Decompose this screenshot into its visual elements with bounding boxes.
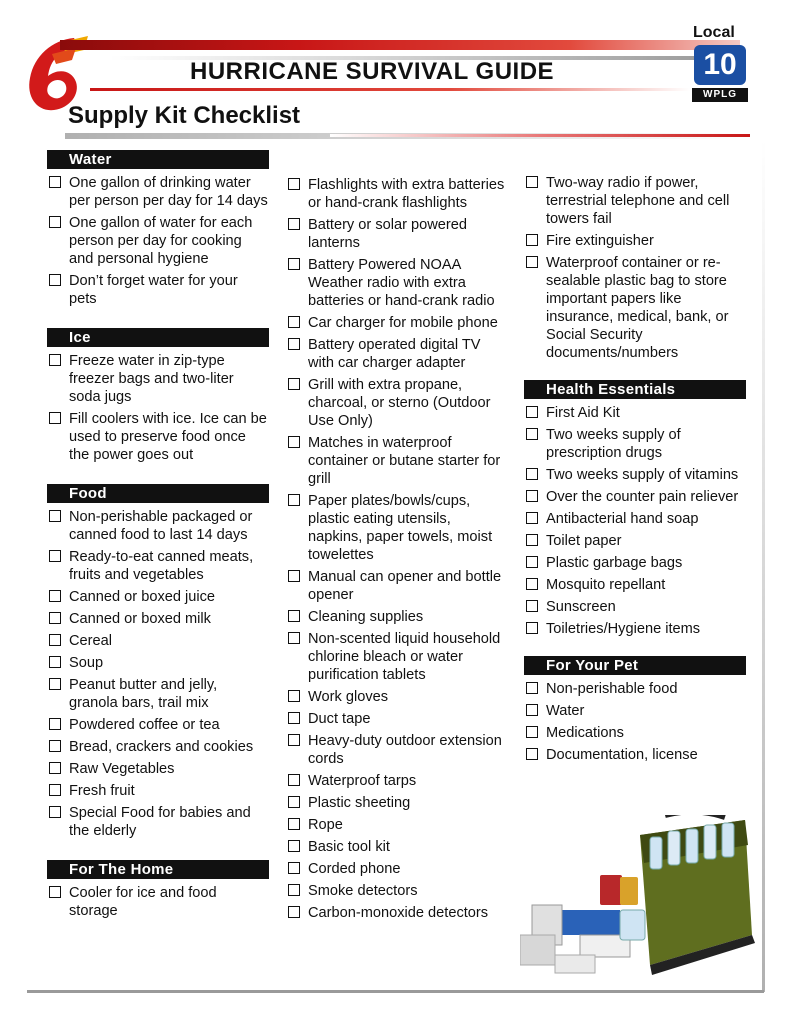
checkbox-icon[interactable]: [288, 338, 300, 350]
item-label: Sunscreen: [546, 599, 616, 615]
checklist-item[interactable]: [286, 608, 508, 626]
checkbox-icon[interactable]: [288, 818, 300, 830]
checkbox-icon[interactable]: [526, 428, 538, 440]
checkbox-icon[interactable]: [288, 906, 300, 918]
item-label: Powdered coffee or tea: [69, 717, 220, 733]
item-label: Toiletries/Hygiene items: [546, 621, 701, 637]
checklist-item[interactable]: [524, 680, 746, 698]
checklist-item[interactable]: [47, 676, 269, 712]
section-health: [524, 380, 746, 638]
checkbox-icon[interactable]: [49, 634, 61, 646]
checklist-item[interactable]: [47, 548, 269, 584]
item-label: Two-way radio if power, terrestrial telephone and cell towers fail: [546, 175, 730, 227]
checkbox-icon[interactable]: [288, 632, 300, 644]
item-label: Soup: [69, 655, 104, 671]
checklist-item[interactable]: [524, 488, 746, 506]
item-label: Fill coolers with ice. Ice can be used to preserve food once the power goes out: [69, 411, 267, 463]
item-label: Rope: [308, 817, 343, 833]
section-ice: [47, 328, 269, 464]
checklist-item[interactable]: [286, 838, 508, 856]
checkbox-icon[interactable]: [526, 234, 538, 246]
checkbox-icon[interactable]: [526, 726, 538, 738]
checkbox-icon[interactable]: [49, 678, 61, 690]
checkbox-icon[interactable]: [288, 570, 300, 582]
section-heading: Water: [47, 150, 269, 169]
checkbox-icon[interactable]: [288, 378, 300, 390]
checklist-item[interactable]: [286, 904, 508, 922]
checkbox-icon[interactable]: [49, 176, 61, 188]
checklist-item[interactable]: [47, 884, 269, 920]
checkbox-icon[interactable]: [288, 840, 300, 852]
item-label: Antibacterial hand soap: [546, 511, 699, 527]
checkbox-icon[interactable]: [526, 600, 538, 612]
checklist-item[interactable]: [47, 632, 269, 650]
checkbox-icon[interactable]: [288, 178, 300, 190]
checkbox-icon[interactable]: [288, 796, 300, 808]
checkbox-icon[interactable]: [288, 712, 300, 724]
item-label: Ready-to-eat canned meats, fruits and vegetables: [69, 549, 254, 583]
checklist-item[interactable]: [286, 710, 508, 728]
checklist-item[interactable]: [286, 216, 508, 252]
item-label: Flashlights with extra batteries or hand-crank flashlights: [308, 177, 505, 211]
item-label: One gallon of water for each person per day for cooking and personal hygiene: [69, 215, 253, 267]
checklist-item[interactable]: [47, 610, 269, 628]
section-food: [47, 484, 269, 840]
checklist-item[interactable]: [47, 352, 269, 406]
checklist-item[interactable]: [524, 466, 746, 484]
checklist-item[interactable]: [524, 426, 746, 462]
item-label: Non-scented liquid household chlorine bleach or water purification tablets: [308, 631, 501, 683]
station-logo-number: 10: [694, 45, 746, 85]
checkbox-icon[interactable]: [288, 316, 300, 328]
checkbox-icon[interactable]: [288, 258, 300, 270]
supply-kit-cooler-image: [520, 815, 760, 985]
checklist-item[interactable]: [47, 508, 269, 544]
section-heading: Health Essentials: [524, 380, 746, 399]
checkbox-icon[interactable]: [288, 690, 300, 702]
checkbox-icon[interactable]: [49, 216, 61, 228]
checklist-item[interactable]: [286, 376, 508, 430]
checkbox-icon[interactable]: [526, 176, 538, 188]
checklist-item[interactable]: [286, 568, 508, 604]
checklist-item[interactable]: [286, 816, 508, 834]
checkbox-icon[interactable]: [49, 656, 61, 668]
checkbox-icon[interactable]: [49, 612, 61, 624]
item-label: Don’t forget water for your pets: [69, 273, 238, 307]
checklist-item[interactable]: [47, 214, 269, 268]
checkbox-icon[interactable]: [526, 468, 538, 480]
item-label: Non-perishable food: [546, 681, 678, 697]
checklist-item[interactable]: [286, 314, 508, 332]
checkbox-icon[interactable]: [526, 578, 538, 590]
checkbox-icon[interactable]: [49, 886, 61, 898]
checklist-item[interactable]: [524, 532, 746, 550]
checkbox-icon[interactable]: [49, 718, 61, 730]
item-label: Grill with extra propane, charcoal, or sterno (Outdoor Use Only): [308, 377, 491, 429]
item-label: Matches in waterproof container or butane starter for grill: [308, 435, 501, 487]
header-red-banner: [60, 40, 740, 50]
checkbox-icon[interactable]: [49, 274, 61, 286]
checkbox-icon[interactable]: [288, 734, 300, 746]
item-label: Canned or boxed milk: [69, 611, 211, 627]
item-label: Fresh fruit: [69, 783, 135, 799]
section-heading: Ice: [47, 328, 269, 347]
item-label: Carbon-monoxide detectors: [308, 905, 489, 921]
checklist-item[interactable]: [524, 598, 746, 616]
item-label: Basic tool kit: [308, 839, 390, 855]
item-label: Two weeks supply of vitamins: [546, 467, 739, 483]
item-label: Duct tape: [308, 711, 371, 727]
checkbox-icon[interactable]: [526, 622, 538, 634]
checklist-item[interactable]: [286, 434, 508, 488]
checkbox-icon[interactable]: [526, 682, 538, 694]
checklist-item[interactable]: [47, 174, 269, 210]
checklist-item[interactable]: [286, 860, 508, 878]
item-label: Canned or boxed juice: [69, 589, 216, 605]
item-label: Corded phone: [308, 861, 401, 877]
item-label: Plastic garbage bags: [546, 555, 683, 571]
header-red-underline: [90, 88, 690, 91]
item-label: Documentation, license: [546, 747, 698, 763]
checklist-item[interactable]: [524, 746, 746, 764]
item-label: Cooler for ice and food storage: [69, 885, 217, 919]
item-label: Freeze water in zip-type freezer bags and two-liter soda jugs: [69, 353, 234, 405]
checklist-item[interactable]: [524, 620, 746, 638]
item-label: One gallon of drinking water per person per day for 14 days: [69, 175, 268, 209]
checkbox-icon[interactable]: [49, 784, 61, 796]
checkbox-icon[interactable]: [288, 218, 300, 230]
checklist-item[interactable]: [47, 782, 269, 800]
checklist-item[interactable]: [524, 702, 746, 720]
checkbox-icon[interactable]: [526, 748, 538, 760]
checkbox-icon[interactable]: [288, 436, 300, 448]
item-label: Medications: [546, 725, 624, 741]
checkbox-icon[interactable]: [288, 494, 300, 506]
item-label: Toilet paper: [546, 533, 622, 549]
checkbox-icon[interactable]: [526, 556, 538, 568]
section-heading: For Your Pet: [524, 656, 746, 675]
checklist-item[interactable]: [47, 804, 269, 840]
checkbox-icon[interactable]: [49, 412, 61, 424]
checkbox-icon[interactable]: [49, 510, 61, 522]
checklist-item[interactable]: [524, 510, 746, 528]
item-label: Peanut butter and jelly, granola bars, trail mix: [69, 677, 218, 711]
page-border-right: [762, 140, 765, 992]
checklist-item[interactable]: [47, 738, 269, 756]
station-logo-local: Local: [693, 24, 735, 41]
page-subtitle: Supply Kit Checklist: [68, 102, 301, 129]
item-label: Car charger for mobile phone: [308, 315, 498, 331]
checklist-item[interactable]: [47, 760, 269, 778]
checklist-item[interactable]: [524, 404, 746, 422]
item-label: Heavy-duty outdoor extension cords: [308, 733, 502, 767]
item-label: Cleaning supplies: [308, 609, 424, 625]
item-label: Special Food for babies and the elderly: [69, 805, 251, 839]
item-label: Waterproof tarps: [308, 773, 417, 789]
checklist-item[interactable]: [286, 176, 508, 212]
checklist-item[interactable]: [524, 724, 746, 742]
page-title: HURRICANE SURVIVAL GUIDE: [190, 58, 555, 85]
checklist-item[interactable]: [524, 576, 746, 594]
page-border-bottom: [27, 990, 764, 993]
checkbox-icon[interactable]: [526, 534, 538, 546]
checkbox-icon[interactable]: [49, 550, 61, 562]
checkbox-icon[interactable]: [49, 762, 61, 774]
item-label: Over the counter pain reliever: [546, 489, 739, 505]
checkbox-icon[interactable]: [49, 590, 61, 602]
checkbox-icon[interactable]: [288, 610, 300, 622]
item-label: Paper plates/bowls/cups, plastic eating utensils, napkins, paper towels, moist towelettes: [308, 493, 493, 563]
item-label: Non-perishable packaged or canned food to last 14 days: [69, 509, 253, 543]
checklist-item[interactable]: [47, 654, 269, 672]
checklist-item[interactable]: [286, 492, 508, 564]
checkbox-icon[interactable]: [526, 704, 538, 716]
checklist-item[interactable]: [286, 336, 508, 372]
checklist-item[interactable]: [47, 588, 269, 606]
column-middle: [286, 176, 508, 926]
checkbox-icon[interactable]: [288, 774, 300, 786]
checklist-item[interactable]: [286, 256, 508, 310]
checklist-item[interactable]: [286, 882, 508, 900]
section-heading: For The Home: [47, 860, 269, 879]
item-label: Bread, crackers and cookies: [69, 739, 254, 755]
item-label: Plastic sheeting: [308, 795, 411, 811]
checkbox-icon[interactable]: [288, 884, 300, 896]
item-label: Water: [546, 703, 585, 719]
item-label: Battery Powered NOAA Weather radio with extra batteries or hand-crank radio: [308, 257, 495, 309]
checkbox-icon[interactable]: [49, 806, 61, 818]
item-label: Fire extinguisher: [546, 233, 654, 249]
checklist-item[interactable]: [524, 554, 746, 572]
checklist-item[interactable]: [286, 688, 508, 706]
checklist-item[interactable]: [286, 630, 508, 684]
item-label: Raw Vegetables: [69, 761, 175, 777]
checklist-item[interactable]: [286, 732, 508, 768]
checklist-item[interactable]: [286, 772, 508, 790]
checklist-item[interactable]: [524, 174, 746, 228]
item-label: Cereal: [69, 633, 112, 649]
item-label: Manual can opener and bottle opener: [308, 569, 502, 603]
item-label: Smoke detectors: [308, 883, 418, 899]
checklist-item[interactable]: [47, 410, 269, 464]
checklist-item[interactable]: [524, 254, 746, 362]
checkbox-icon[interactable]: [526, 256, 538, 268]
item-label: Mosquito repellant: [546, 577, 666, 593]
column-left: [47, 150, 269, 924]
checklist-item[interactable]: [524, 232, 746, 250]
item-label: Battery operated digital TV with car charger adapter: [308, 337, 481, 371]
section-home: [47, 860, 269, 920]
item-label: Two weeks supply of prescription drugs: [546, 427, 681, 461]
section-pet: [524, 656, 746, 764]
item-label: Battery or solar powered lanterns: [308, 217, 467, 251]
subtitle-red-rule: [330, 134, 750, 137]
checkbox-icon[interactable]: [526, 512, 538, 524]
checklist-item[interactable]: [286, 794, 508, 812]
item-label: Waterproof container or re-sealable plastic bag to store important papers like insurance, medical, bank, or Social Security documents/numbers: [546, 255, 729, 361]
checkbox-icon[interactable]: [49, 740, 61, 752]
section-water: [47, 150, 269, 308]
item-label: First Aid Kit: [546, 405, 620, 421]
column-right: [524, 174, 746, 768]
item-label: Work gloves: [308, 689, 389, 705]
checkbox-icon[interactable]: [49, 354, 61, 366]
checklist-item[interactable]: [47, 272, 269, 308]
section-heading: Food: [47, 484, 269, 503]
checkbox-icon[interactable]: [288, 862, 300, 874]
checkbox-icon[interactable]: [526, 406, 538, 418]
checklist-item[interactable]: [47, 716, 269, 734]
station-logo-call: WPLG: [692, 88, 748, 102]
checkbox-icon[interactable]: [526, 490, 538, 502]
